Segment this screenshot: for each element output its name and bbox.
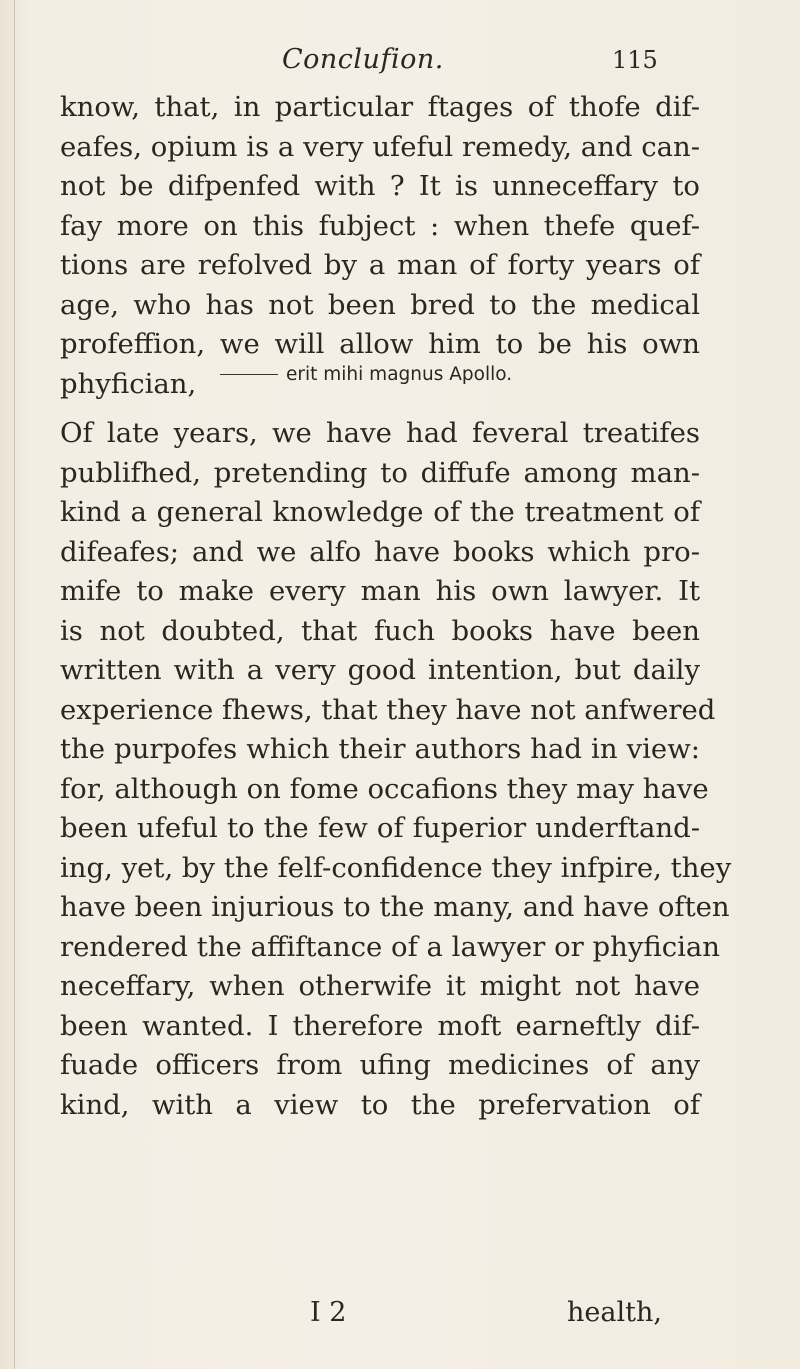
text-line: been wanted. I therefore moft earneftly dif-	[60, 1009, 700, 1042]
text-line: publifhed, pretending to diffufe among man-	[60, 456, 700, 489]
text-line: been ufeful to the few of fuperior underftand-	[60, 812, 700, 844]
quotation-dash	[220, 374, 278, 375]
text-line: the purpofes which their authors had in view:	[60, 733, 700, 765]
text-line: not be difpenfed with ? It is unneceffary to	[60, 170, 700, 202]
text-line: phyfician,	[60, 367, 197, 400]
text-line: have been injurious to the many, and have often	[60, 891, 730, 923]
text-line: know, that, in particular ftages of thofe dif-	[60, 91, 700, 123]
text-line: for, although on fome occafions they may have	[60, 772, 709, 805]
quotation-text: erit mihi magnus Apollo.	[286, 364, 513, 385]
text-line: age, who has not been bred to the medical	[60, 288, 700, 321]
page-footer	[0, 1295, 800, 1335]
text-line: experience fhews, that they have not anfwered	[60, 693, 716, 726]
text-line: tions are refolved by a man of forty years of	[60, 249, 700, 281]
text-line: kind, with a view to the prefervation of	[60, 1088, 700, 1121]
text-line: fay more on this fubject : when thefe quef-	[60, 209, 700, 242]
text-line: is not doubted, that fuch books have been	[60, 614, 700, 647]
text-line: profeffion, we will allow him to be his own	[60, 328, 700, 360]
text-line: mife to make every man his own lawyer. It	[60, 575, 700, 607]
text-line: difeafes; and we alfo have books which pro-	[60, 535, 700, 568]
page-header	[0, 44, 800, 84]
text-line: Of late years, we have had feveral treatifes	[60, 417, 700, 449]
text-line: neceffary, when otherwife it might not have	[60, 970, 700, 1002]
text-line: written with a very good intention, but daily	[60, 654, 700, 686]
text-line: kind a general knowledge of the treatment of	[60, 496, 700, 528]
signature-mark: I 2	[310, 1297, 347, 1328]
page-edge	[14, 0, 15, 1369]
quotation	[220, 360, 720, 390]
catchword: health,	[567, 1297, 662, 1328]
running-head: Conclufion.	[282, 44, 444, 75]
text-line: ing, yet, by the felf-confidence they infpire, they	[60, 851, 732, 884]
page-number: 115	[612, 46, 658, 74]
text-line: fuade officers from ufing medicines of any	[60, 1049, 700, 1081]
paragraph-2	[60, 414, 732, 1125]
paragraph-1	[60, 88, 700, 404]
text-line: eafes, opium is a very ufeful remedy, and can-	[60, 130, 700, 163]
text-line: rendered the affiftance of a lawyer or phyfician	[60, 930, 721, 963]
